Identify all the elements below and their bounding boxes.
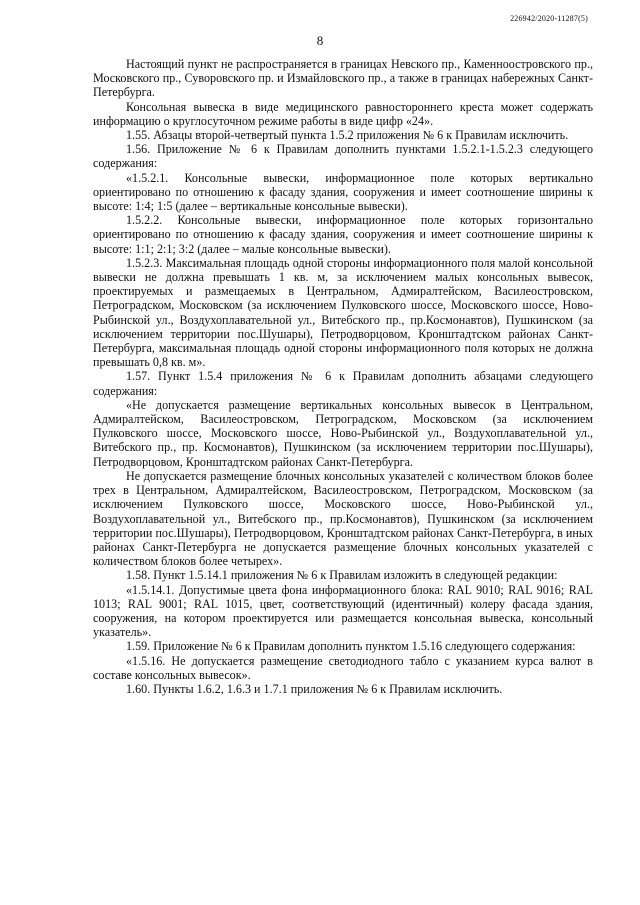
paragraph-14: «1.5.16. Не допускается размещение светодиодного табло с указанием курса валют в составе консольных вывесок».: [93, 653, 593, 682]
paragraph-4: 1.56. Приложение № 6 к Правилам дополнить пунктами 1.5.2.1-1.5.2.3 следующего содержания:: [93, 142, 593, 171]
paragraph-5: «1.5.2.1. Консольные вывески, информационное поле которых вертикально ориентировано по отношению к фасаду здания, сооружения и имеет соотношение ширины к высоте: 1:4; 1:5 (далее – вертикальные консольные вывески).: [93, 170, 593, 214]
paragraph-12: «1.5.14.1. Допустимые цвета фона информационного блока: RAL 9010; RAL 9016; RAL 1013; RAL 9001; RAL 1015, цвет, соответствующий (идентичный) колеру фасада здания, сооружения, на котором проектируется или размещается консольная вывеска, консольный указатель».: [93, 582, 593, 640]
paragraph-2: Консольная вывеска в виде медицинского равностороннего креста может содержать информацию о круглосуточном режиме работы в виде цифр «24».: [93, 99, 593, 128]
paragraph-11: 1.58. Пункт 1.5.14.1 приложения № 6 к Правилам изложить в следующей редакции:: [126, 568, 558, 583]
paragraph-15: 1.60. Пункты 1.6.2, 1.6.3 и 1.7.1 приложения № 6 к Правилам исключить.: [126, 681, 503, 696]
paragraph-8: 1.57. Пункт 1.5.4 приложения № 6 к Правилам дополнить абзацами следующего содержания:: [93, 369, 593, 398]
document-body: [93, 57, 593, 696]
document-number: 226942/2020-11287(5): [510, 14, 588, 23]
paragraph-6: 1.5.2.2. Консольные вывески, информационное поле которых горизонтально ориентировано по отношению к фасаду здания, сооружения и имеет соотношение ширины к высоте: 1:1; 2:1; 3:2 (далее – малые консольные вывески).: [93, 213, 593, 256]
paragraph-13: 1.59. Приложение № 6 к Правилам дополнить пунктом 1.5.16 следующего содержания:: [126, 639, 576, 654]
paragraph-7: 1.5.2.3. Максимальная площадь одной стороны информационного поля малой консольной вывески не должна превышать 1 кв. м, за исключением малых консольных вывесок, проектируемых и размещаемых в Центральном, Адмиралтейском, Василеостровском, Петроградском, Московском (за исключением Пулковского шоссе, Московского шоссе, Ново-Рыбинской ул., Воздухоплавательной ул., Витебского пр., пр.Космонавтов), Пушкинском (за исключением территории пос.Шушары), Петродворцовом, Кронштадтском районах Санкт-Петербурга, максимальная площадь одной стороны информационного поля которых не должна превышать 0,8 кв. м».: [93, 255, 593, 370]
paragraph-9: «Не допускается размещение вертикальных консольных вывесок в Центральном, Адмиралтейском, Василеостровском, Петроградском, Московском (за исключением Пулковского шоссе, Московского шоссе, Ново-Рыбинской ул., Воздухоплавательной ул., Витебского пр., пр. Космонавтов), Пушкинском (за исключением территории пос.Шушары), Петродворцовом, Кронштадтском районах Санкт-Петербурга.: [93, 397, 593, 469]
page-number: 8: [316, 33, 324, 48]
paragraph-3: 1.55. Абзацы второй-четвертый пункта 1.5.2 приложения № 6 к Правилам исключить.: [126, 128, 569, 143]
paragraph-1: Настоящий пункт не распространяется в границах Невского пр., Каменноостровского пр., Московского пр., Суворовского пр. и Измайловского пр., а также в границах набережных Санкт-Петербурга.: [93, 57, 593, 100]
paragraph-10: Не допускается размещение блочных консольных указателей с количеством блоков более трех в Центральном, Адмиралтейском, Василеостровском, Петроградском, Московском (за исключением Пулковского шоссе, Московского шоссе, Ново-Рыбинской ул., Воздухоплавательной ул., Витебского пр., пр.Космонавтов), Пушкинском (за исключением территории пос.Шушары), Петродворцовом, Кронштадтском районах Санкт-Петербурга, в иных районах Санкт-Петербурга не допускается размещение блочных консольных указателей с количеством блоков более четырех».: [93, 468, 593, 569]
